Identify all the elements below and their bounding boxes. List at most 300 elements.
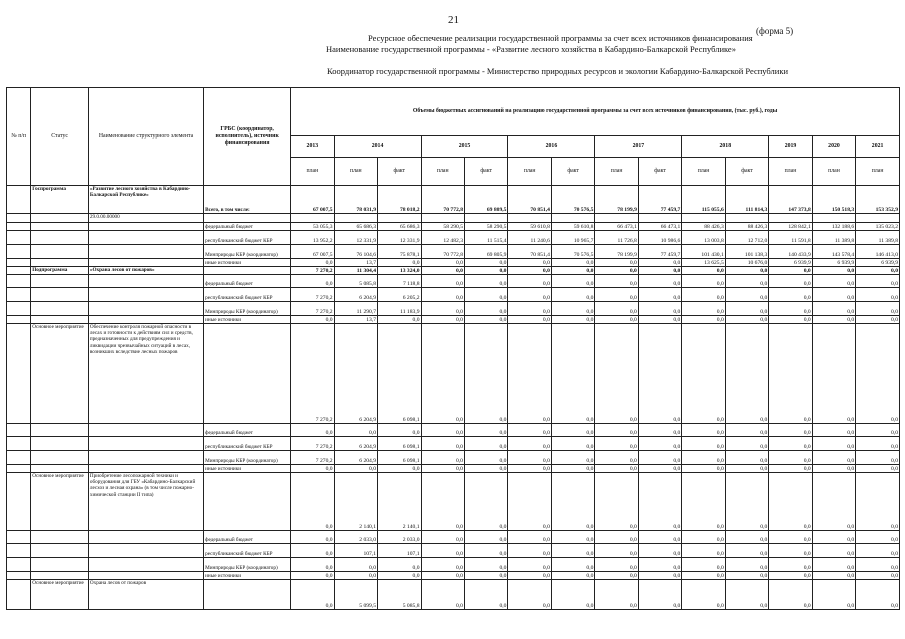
value-cell: 58 290,5 <box>464 223 507 231</box>
funding-source-cell: Минприроды КБР (координатор) <box>204 245 291 259</box>
subheader-cell: план <box>291 158 334 186</box>
value-cell: 0,0 <box>682 302 725 316</box>
funding-source-cell: республиканский бюджет КБР <box>204 231 291 245</box>
status-cell: Подпрограмма <box>31 267 89 275</box>
value-cell: 0,0 <box>725 288 768 302</box>
value-cell: 0,0 <box>812 302 855 316</box>
subheader-cell: план <box>856 158 900 186</box>
header-name: Наименование структурного элемента <box>88 88 203 186</box>
value-cell: 0,0 <box>812 473 855 531</box>
value-cell: 70 576,5 <box>551 186 594 214</box>
value-cell: 0,0 <box>551 572 594 580</box>
value-cell: 0,0 <box>421 324 464 424</box>
value-cell: 0,0 <box>421 572 464 580</box>
value-cell: 0,0 <box>421 316 464 324</box>
value-cell: 0,0 <box>769 324 812 424</box>
value-cell: 140 433,9 <box>769 245 812 259</box>
value-cell: 0,0 <box>638 324 681 424</box>
value-cell: 0,0 <box>464 465 507 473</box>
funding-source-cell: республиканский бюджет КБР <box>204 544 291 558</box>
value-cell: 6 205,2 <box>378 288 421 302</box>
subheader-cell: факт <box>638 158 681 186</box>
value-cell: 135 023,2 <box>856 223 900 231</box>
value-cell: 2 033,0 <box>334 531 377 544</box>
value-cell: 0,0 <box>638 267 681 275</box>
status-cell <box>31 558 89 572</box>
value-cell: 70 772,8 <box>421 186 464 214</box>
table-row <box>7 259 900 267</box>
value-cell: 0,0 <box>421 558 464 572</box>
page-number: 21 <box>448 14 459 26</box>
value-cell: 0,0 <box>421 465 464 473</box>
value-cell: 101 430,1 <box>682 245 725 259</box>
value-cell: 0,0 <box>725 302 768 316</box>
value-cell: 70 851,4 <box>508 245 551 259</box>
value-cell: 11 240,6 <box>508 231 551 245</box>
value-cell: 0,0 <box>856 451 900 465</box>
subheader-cell: план <box>421 158 464 186</box>
value-cell: 0,0 <box>421 531 464 544</box>
value-cell: 67 007,5 <box>291 186 334 214</box>
value-cell: 0,0 <box>464 451 507 465</box>
value-cell: 67 007,5 <box>291 245 334 259</box>
funding-source-cell: иные источники <box>204 316 291 324</box>
funding-source-cell <box>204 324 291 424</box>
row-number-cell <box>7 580 31 610</box>
value-cell: 0,0 <box>464 473 507 531</box>
value-cell: 5 085,8 <box>334 275 377 288</box>
value-cell: 0,0 <box>464 558 507 572</box>
table-row <box>7 473 900 531</box>
value-cell: 0,0 <box>812 316 855 324</box>
value-cell: 0,0 <box>856 437 900 451</box>
funding-source-cell <box>204 473 291 531</box>
row-number-cell <box>7 186 31 214</box>
value-cell: 0,0 <box>464 259 507 267</box>
value-cell: 0,0 <box>421 288 464 302</box>
value-cell: 0,0 <box>638 531 681 544</box>
value-cell: 0,0 <box>812 544 855 558</box>
value-cell: 0,0 <box>421 451 464 465</box>
year-2013: 2013 <box>291 136 334 158</box>
value-cell: 0,0 <box>769 267 812 275</box>
value-cell: 0,0 <box>508 424 551 437</box>
value-cell: 132 188,6 <box>812 223 855 231</box>
value-cell: 0,0 <box>769 275 812 288</box>
value-cell: 6 939,9 <box>856 259 900 267</box>
value-cell: 0,0 <box>508 451 551 465</box>
row-number-cell <box>7 465 31 473</box>
value-cell: 0,0 <box>812 451 855 465</box>
value-cell: 0,0 <box>638 288 681 302</box>
value-cell: 7 118,8 <box>378 275 421 288</box>
value-cell: 0,0 <box>551 465 594 473</box>
value-cell <box>856 214 900 223</box>
subheader-cell: план <box>769 158 812 186</box>
value-cell <box>725 214 768 223</box>
table-row <box>7 437 900 451</box>
value-cell: 0,0 <box>725 267 768 275</box>
value-cell: 0,0 <box>291 259 334 267</box>
status-cell: Основное мероприятие <box>31 473 89 531</box>
status-cell <box>31 275 89 288</box>
value-cell: 0,0 <box>508 473 551 531</box>
value-cell: 0,0 <box>856 558 900 572</box>
element-name-cell <box>88 531 203 544</box>
value-cell: 0,0 <box>856 473 900 531</box>
report-title: Ресурсное обеспечение реализации государственной программы за счет всех источников финансирования <box>368 33 753 43</box>
value-cell: 0,0 <box>421 275 464 288</box>
value-cell: 0,0 <box>682 580 725 610</box>
value-cell: 0,0 <box>812 288 855 302</box>
year-2018: 2018 <box>682 136 769 158</box>
value-cell: 0,0 <box>595 259 638 267</box>
value-cell: 0,0 <box>595 275 638 288</box>
element-name-cell <box>88 424 203 437</box>
status-cell <box>31 223 89 231</box>
value-cell: 0,0 <box>682 267 725 275</box>
subheader-cell: факт <box>378 158 421 186</box>
value-cell: 53 055,3 <box>291 223 334 231</box>
value-cell: 13 952,2 <box>291 231 334 245</box>
value-cell: 0,0 <box>551 424 594 437</box>
value-cell: 0,0 <box>595 544 638 558</box>
value-cell: 0,0 <box>769 465 812 473</box>
value-cell: 0,0 <box>682 451 725 465</box>
value-cell: 0,0 <box>551 580 594 610</box>
value-cell: 0,0 <box>856 572 900 580</box>
value-cell: 0,0 <box>508 275 551 288</box>
value-cell: 0,0 <box>812 267 855 275</box>
value-cell: 0,0 <box>812 324 855 424</box>
value-cell: 70 851,4 <box>508 186 551 214</box>
value-cell: 78 018,2 <box>378 186 421 214</box>
value-cell: 0,0 <box>464 424 507 437</box>
row-number-cell <box>7 223 31 231</box>
value-cell <box>378 214 421 223</box>
value-cell: 0,0 <box>725 324 768 424</box>
value-cell: 12 331,9 <box>334 231 377 245</box>
table-row <box>7 223 900 231</box>
element-name-cell <box>88 544 203 558</box>
value-cell <box>638 214 681 223</box>
value-cell: 0,0 <box>856 544 900 558</box>
value-cell: 0,0 <box>508 288 551 302</box>
program-name: Наименование государственной программы - «Развитие лесного хозяйства в Кабардино-Балкарской Республике» <box>326 44 736 54</box>
value-cell: 88 426,3 <box>725 223 768 231</box>
value-cell: 0,0 <box>856 267 900 275</box>
value-cell: 0,0 <box>464 572 507 580</box>
funding-source-cell: республиканский бюджет КБР <box>204 437 291 451</box>
value-cell: 0,0 <box>291 424 334 437</box>
value-cell: 0,0 <box>595 267 638 275</box>
row-number-cell <box>7 451 31 465</box>
value-cell: 77 459,7 <box>638 186 681 214</box>
value-cell: 7 270,2 <box>291 451 334 465</box>
value-cell: 0,0 <box>682 288 725 302</box>
value-cell: 107,1 <box>378 544 421 558</box>
value-cell: 0,0 <box>595 288 638 302</box>
value-cell: 0,0 <box>291 544 334 558</box>
value-cell: 0,0 <box>508 316 551 324</box>
value-cell: 0,0 <box>508 302 551 316</box>
value-cell: 0,0 <box>595 451 638 465</box>
funding-table <box>6 87 900 610</box>
row-number-cell <box>7 288 31 302</box>
value-cell: 0,0 <box>508 544 551 558</box>
value-cell: 0,0 <box>464 324 507 424</box>
value-cell: 0,0 <box>464 531 507 544</box>
value-cell: 0,0 <box>638 437 681 451</box>
value-cell: 0,0 <box>464 544 507 558</box>
element-name-cell <box>88 302 203 316</box>
row-number-cell <box>7 572 31 580</box>
value-cell: 77 459,7 <box>638 245 681 259</box>
value-cell: 6 204,9 <box>334 451 377 465</box>
value-cell: 88 426,3 <box>682 223 725 231</box>
value-cell: 12 331,9 <box>378 231 421 245</box>
value-cell: 0,0 <box>421 267 464 275</box>
value-cell <box>508 214 551 223</box>
year-2019: 2019 <box>769 136 812 158</box>
table-row <box>7 186 900 214</box>
value-cell: 0,0 <box>638 580 681 610</box>
value-cell: 0,0 <box>725 316 768 324</box>
value-cell: 65 686,3 <box>378 223 421 231</box>
element-name-cell: 29.0.00.00000 <box>88 214 203 223</box>
value-cell: 6 939,9 <box>812 259 855 267</box>
value-cell: 0,0 <box>551 316 594 324</box>
value-cell: 0,0 <box>551 558 594 572</box>
value-cell: 0,0 <box>464 288 507 302</box>
value-cell: 0,0 <box>638 275 681 288</box>
value-cell: 0,0 <box>769 572 812 580</box>
value-cell: 5 085,8 <box>378 580 421 610</box>
value-cell: 0,0 <box>682 324 725 424</box>
value-cell: 0,0 <box>551 451 594 465</box>
value-cell: 0,0 <box>508 531 551 544</box>
value-cell: 0,0 <box>291 465 334 473</box>
value-cell: 0,0 <box>551 324 594 424</box>
status-cell <box>31 451 89 465</box>
value-cell: 2 140,1 <box>334 473 377 531</box>
value-cell: 0,0 <box>595 316 638 324</box>
value-cell: 0,0 <box>291 558 334 572</box>
value-cell: 13,7 <box>334 316 377 324</box>
value-cell: 12 482,3 <box>421 231 464 245</box>
table-row <box>7 424 900 437</box>
value-cell: 0,0 <box>595 572 638 580</box>
value-cell: 0,0 <box>769 544 812 558</box>
row-number-cell <box>7 275 31 288</box>
value-cell: 0,0 <box>595 580 638 610</box>
value-cell: 0,0 <box>291 275 334 288</box>
value-cell: 0,0 <box>638 302 681 316</box>
value-cell: 11 304,4 <box>334 267 377 275</box>
value-cell: 70 772,8 <box>421 245 464 259</box>
funding-source-cell: Всего, в том числе: <box>204 186 291 214</box>
value-cell: 58 290,5 <box>421 223 464 231</box>
value-cell: 0,0 <box>769 424 812 437</box>
value-cell <box>421 214 464 223</box>
value-cell: 0,0 <box>856 580 900 610</box>
value-cell <box>464 214 507 223</box>
status-cell <box>31 231 89 245</box>
value-cell: 0,0 <box>551 544 594 558</box>
value-cell: 0,0 <box>378 558 421 572</box>
value-cell: 0,0 <box>682 275 725 288</box>
element-name-cell: «Развитие лесного хозяйства в Кабардино-Балкарской Республике» <box>88 186 203 214</box>
value-cell: 0,0 <box>812 424 855 437</box>
value-cell: 0,0 <box>769 288 812 302</box>
value-cell: 128 842,1 <box>769 223 812 231</box>
value-cell: 0,0 <box>291 531 334 544</box>
value-cell: 10 676,0 <box>725 259 768 267</box>
value-cell: 0,0 <box>769 531 812 544</box>
year-2017: 2017 <box>595 136 682 158</box>
value-cell: 0,0 <box>464 267 507 275</box>
row-number-cell <box>7 316 31 324</box>
value-cell: 0,0 <box>769 580 812 610</box>
funding-source-cell: республиканский бюджет КБР <box>204 288 291 302</box>
value-cell: 7 270,2 <box>291 267 334 275</box>
value-cell: 0,0 <box>725 437 768 451</box>
value-cell: 0,0 <box>595 473 638 531</box>
funding-source-cell <box>204 214 291 223</box>
row-number-cell <box>7 544 31 558</box>
value-cell: 0,0 <box>638 259 681 267</box>
subheader-cell: план <box>334 158 377 186</box>
funding-source-cell: иные источники <box>204 572 291 580</box>
value-cell: 11 591,8 <box>769 231 812 245</box>
value-cell: 0,0 <box>551 267 594 275</box>
table-row <box>7 531 900 544</box>
table-row <box>7 214 900 223</box>
value-cell: 0,0 <box>725 544 768 558</box>
element-name-cell <box>88 231 203 245</box>
table-row <box>7 572 900 580</box>
value-cell: 66 473,1 <box>638 223 681 231</box>
element-name-cell <box>88 288 203 302</box>
funding-source-cell: федеральный бюджет <box>204 531 291 544</box>
value-cell: 0,0 <box>812 437 855 451</box>
value-cell: 0,0 <box>334 424 377 437</box>
value-cell: 146 413,0 <box>856 245 900 259</box>
value-cell: 0,0 <box>682 572 725 580</box>
value-cell: 0,0 <box>682 531 725 544</box>
table-row <box>7 275 900 288</box>
value-cell: 0,0 <box>378 316 421 324</box>
value-cell: 59 610,8 <box>508 223 551 231</box>
value-cell: 0,0 <box>812 580 855 610</box>
funding-source-cell: Минприроды КБР (координатор) <box>204 451 291 465</box>
value-cell: 0,0 <box>508 259 551 267</box>
value-cell: 0,0 <box>725 558 768 572</box>
value-cell: 13 003,8 <box>682 231 725 245</box>
status-cell <box>31 531 89 544</box>
value-cell: 0,0 <box>508 437 551 451</box>
value-cell: 0,0 <box>856 288 900 302</box>
value-cell: 0,0 <box>725 424 768 437</box>
value-cell: 0,0 <box>769 302 812 316</box>
status-cell: Госпрограмма <box>31 186 89 214</box>
element-name-cell: Обеспечение контроля пожарной опасности в лесах и готовности к действиям сил и средств, предназначенных для предупреждения и ликвидации чрезвычайных ситуаций в лесах, возникших вследствие лесных пожаров <box>88 324 203 424</box>
value-cell: 0,0 <box>551 302 594 316</box>
value-cell: 0,0 <box>769 473 812 531</box>
value-cell: 6 204,9 <box>334 288 377 302</box>
status-cell <box>31 437 89 451</box>
status-cell <box>31 302 89 316</box>
element-name-cell <box>88 223 203 231</box>
value-cell: 6 098,1 <box>378 324 421 424</box>
value-cell: 0,0 <box>856 324 900 424</box>
value-cell: 0,0 <box>682 473 725 531</box>
element-name-cell <box>88 316 203 324</box>
value-cell: 0,0 <box>638 572 681 580</box>
value-cell: 0,0 <box>334 572 377 580</box>
value-cell: 0,0 <box>638 473 681 531</box>
value-cell: 2 033,0 <box>378 531 421 544</box>
value-cell: 76 104,6 <box>334 245 377 259</box>
value-cell: 0,0 <box>464 437 507 451</box>
value-cell: 0,0 <box>725 572 768 580</box>
year-2015: 2015 <box>421 136 508 158</box>
year-2020: 2020 <box>812 136 855 158</box>
value-cell <box>595 214 638 223</box>
value-cell: 0,0 <box>291 316 334 324</box>
value-cell: 0,0 <box>378 465 421 473</box>
subheader-cell: факт <box>464 158 507 186</box>
status-cell: Основное мероприятие <box>31 324 89 424</box>
value-cell: 0,0 <box>595 465 638 473</box>
funding-source-cell: федеральный бюджет <box>204 223 291 231</box>
value-cell: 10 965,7 <box>551 231 594 245</box>
table-row <box>7 324 900 424</box>
table-row <box>7 231 900 245</box>
table-row <box>7 288 900 302</box>
value-cell: 0,0 <box>856 302 900 316</box>
value-cell: 13 625,5 <box>682 259 725 267</box>
value-cell: 0,0 <box>638 424 681 437</box>
value-cell: 0,0 <box>464 316 507 324</box>
value-cell: 13 324,0 <box>378 267 421 275</box>
value-cell <box>812 214 855 223</box>
row-number-cell <box>7 437 31 451</box>
form-label: (форма 5) <box>756 26 794 36</box>
value-cell: 78 199,9 <box>595 186 638 214</box>
value-cell: 6 098,1 <box>378 437 421 451</box>
element-name-cell <box>88 451 203 465</box>
value-cell: 115 055,6 <box>682 186 725 214</box>
value-cell: 6 939,9 <box>769 259 812 267</box>
value-cell: 0,0 <box>291 572 334 580</box>
value-cell: 11 290,7 <box>334 302 377 316</box>
value-cell: 7 270,2 <box>291 437 334 451</box>
table-row <box>7 267 900 275</box>
value-cell: 0,0 <box>464 275 507 288</box>
value-cell: 0,0 <box>682 465 725 473</box>
subheader-cell: план <box>682 158 725 186</box>
value-cell: 11 515,4 <box>464 231 507 245</box>
value-cell: 0,0 <box>508 580 551 610</box>
table-row <box>7 316 900 324</box>
value-cell: 111 814,3 <box>725 186 768 214</box>
value-cell: 0,0 <box>812 275 855 288</box>
funding-source-cell: Минприроды КБР (координатор) <box>204 302 291 316</box>
funding-source-cell: иные источники <box>204 259 291 267</box>
element-name-cell <box>88 259 203 267</box>
subheader-cell: факт <box>725 158 768 186</box>
